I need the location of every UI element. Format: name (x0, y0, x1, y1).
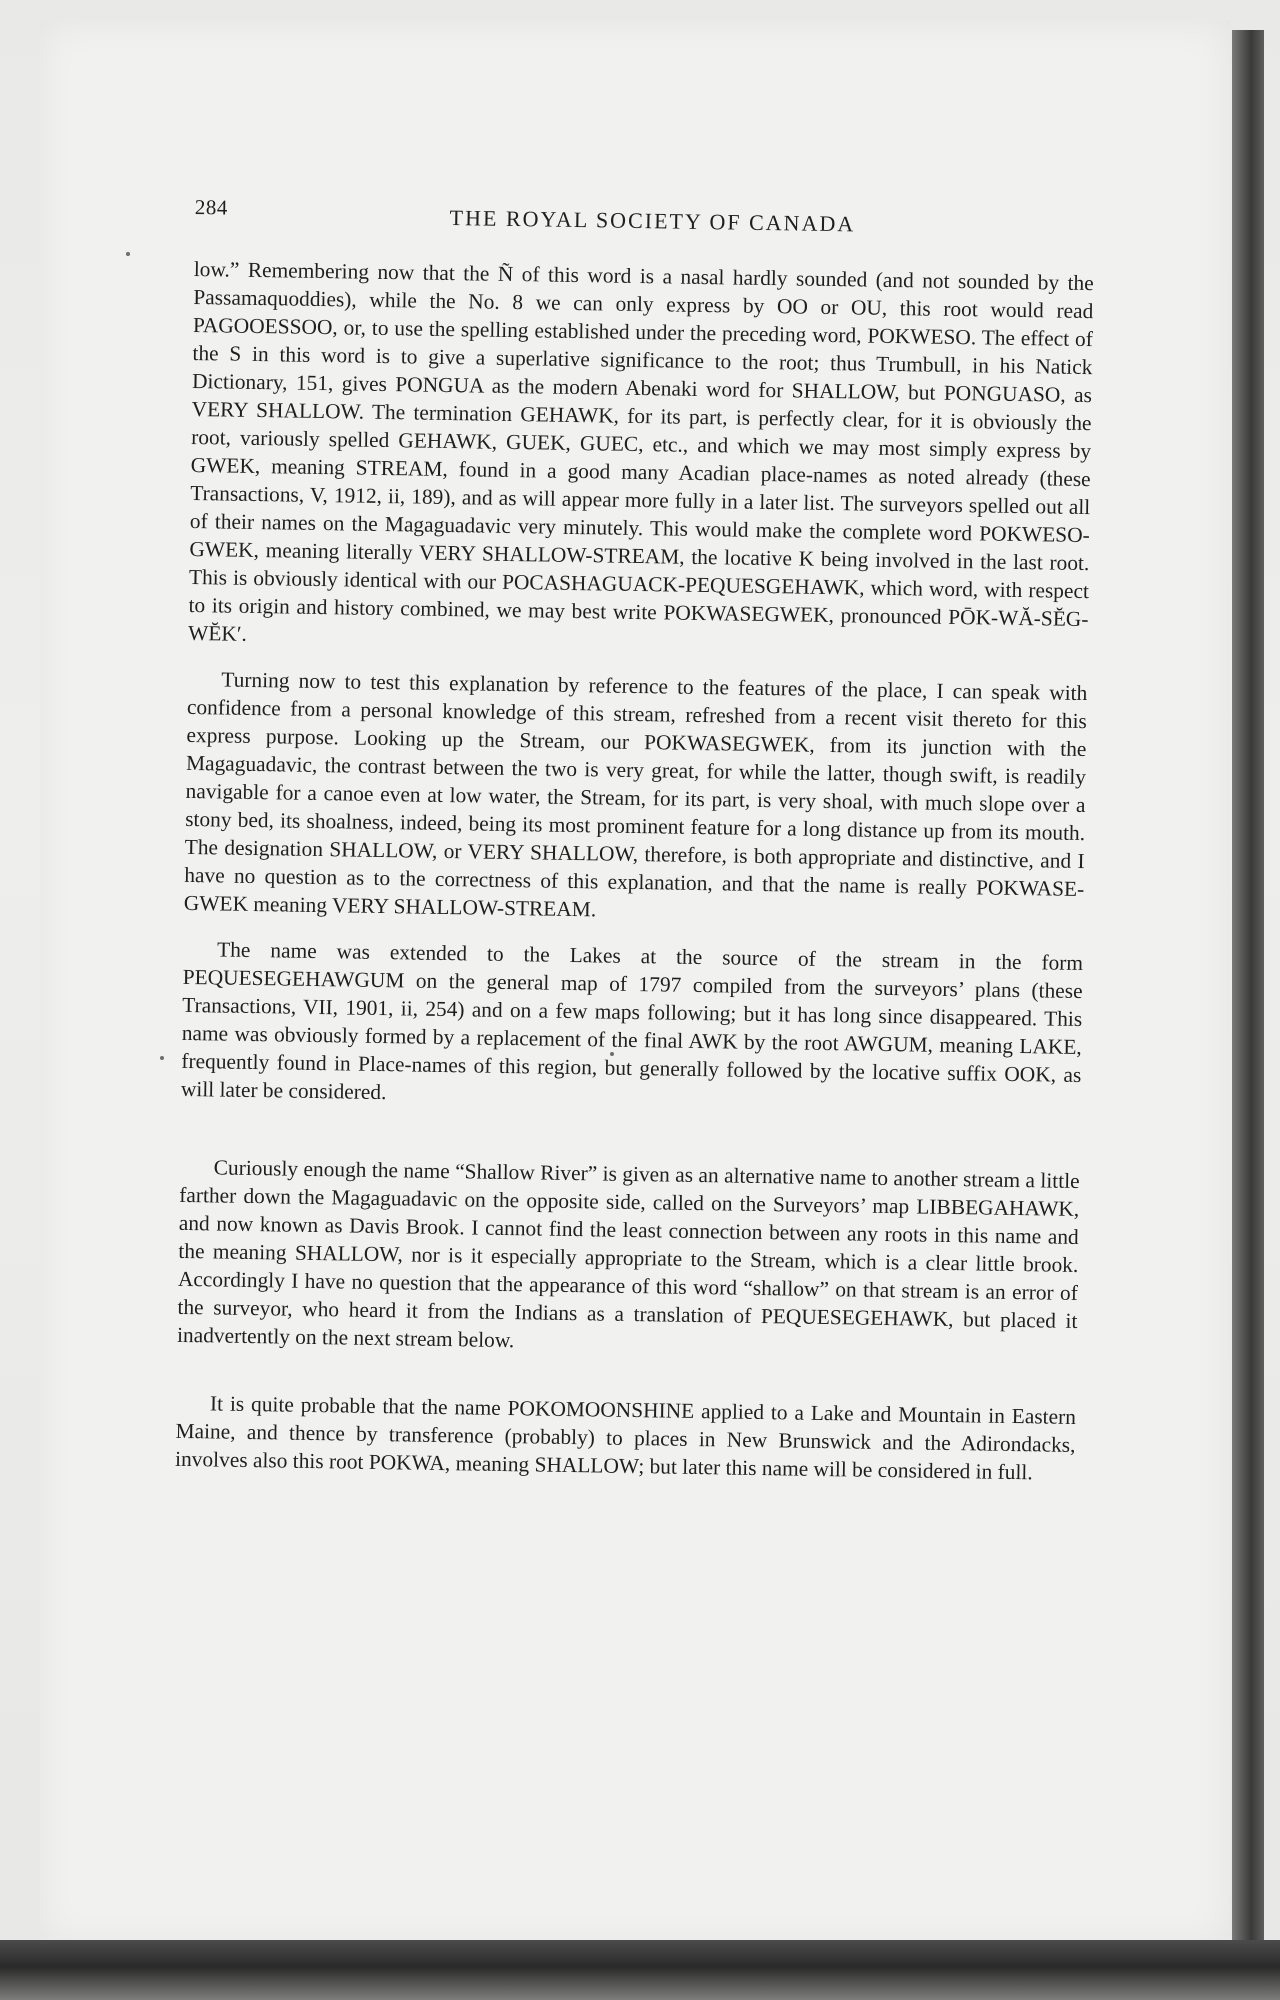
running-head: THE ROYAL SOCIETY OF CANADA (449, 205, 856, 237)
book-spine-shadow (1232, 30, 1264, 1945)
paragraph-4: Curiously enough the name “Shallow River” is given as an alternative name to another stream a little farther down the Magaguadavic on the opposite side, called on the Surveyors’ map LIBBEGAHAWK, and now known as Davis Brook. I cannot find the least connection between any roots in this name and the meaning SHALLOW, nor is it especially appropriate to the Stream, which is a clear little brook. Accordingly I have no question that the appearance of this word “shallow” on that stream is an error of the surveyor, who heard it from the Indians as a translation of PEQUESEGEHAWK, but placed it inadvertently on the next stream below. (176, 1155, 1080, 1353)
page-number: 284 (194, 195, 228, 220)
scanner-bottom-edge (0, 1940, 1280, 2000)
paragraph-1: low.” Remembering now that the Ñ of this word is a nasal hardly sounded (and not sounded by the Passamaquoddies), while the No. 8 we can only express by OO or OU, this root would read PAGOOESSOO, or, to use the spelling established under the preceding word, POKWESO. The effect of the S in this word is to give a superlative significance to the root; thus Trumbull, in his Natick Dictionary, 151, gives PONGUA as the modern Abenaki word for SHALLOW, but PONGUASO, as VERY SHALLOW. The termination GEHAWK, for its part, is perfectly clear, for it is obviously the root, variously spelled GEHAWK, GUEK, GUEC, etc., and which we may most simply express by GWEK, meaning STREAM, found in a good many Acadian place-names as noted already (these Transactions, V, 1912, ii, 189), and as will appear more fully in a later list. The surveyors spelled out all of their names on the Magaguadavic very minutely. This would make the complete word POKWESO-GWEK, meaning literally VERY SHALLOW-STREAM, the locative K being involved in the last root. This is obviously identical with our POCASHAGUACK-PEQUESGEHAWK, which word, with respect to its origin and history combined, we may best write POKWASEGWEK, pronounced PŌK-WĂ-SĔG-WĔK′. (187, 256, 1094, 646)
paragraph-5: It is quite probable that the name POKOMOONSHINE applied to a Lake and Mountain in Eastern Maine, and thence by transference (probably) to places in New Brunswick and the Adirondacks, involves also this root POKWA, meaning SHALLOW; but later this name will be considered in full. (174, 1391, 1077, 1485)
paragraph-3: The name was extended to the Lakes at the source of the stream in the form PEQUESEGEHAWGUM on the general map of 1797 compiled from the surveyors’ plans (these Transactions, VII, 1901, ii, 254) and on a few maps following; but it has long since disappeared. This name was obviously formed by a replacement of the final AWK by the root AWGUM, meaning LAKE, frequently found in Place-names of this region, but generally followed by the locative suffix OOK, as will later be considered. (180, 937, 1084, 1105)
paragraph-2: Turning now to test this explanation by reference to the features of the place, I can speak with confidence from a personal knowledge of this stream, refreshed from a recent visit thereto for this express purpose. Looking up the Stream, our POKWASEGWEK, from its junction with the Magaguadavic, the contrast between the two is very great, for while the latter, though swift, is readily navigable for a canoe even at low water, the Stream, for its part, is very shoal, with much slope over a stony bed, its shoalness, indeed, being its most prominent feature for a long distance up from its mouth. The designation SHALLOW, or VERY SHALLOW, therefore, is both appropriate and distinctive, and I have no question as to the correctness of this explanation, and that the name is really POKWASE-GWEK meaning VERY SHALLOW-STREAM. (183, 667, 1088, 922)
dust-speck (126, 252, 130, 256)
page-content (175, 195, 1095, 1487)
dust-speck (160, 1056, 164, 1060)
